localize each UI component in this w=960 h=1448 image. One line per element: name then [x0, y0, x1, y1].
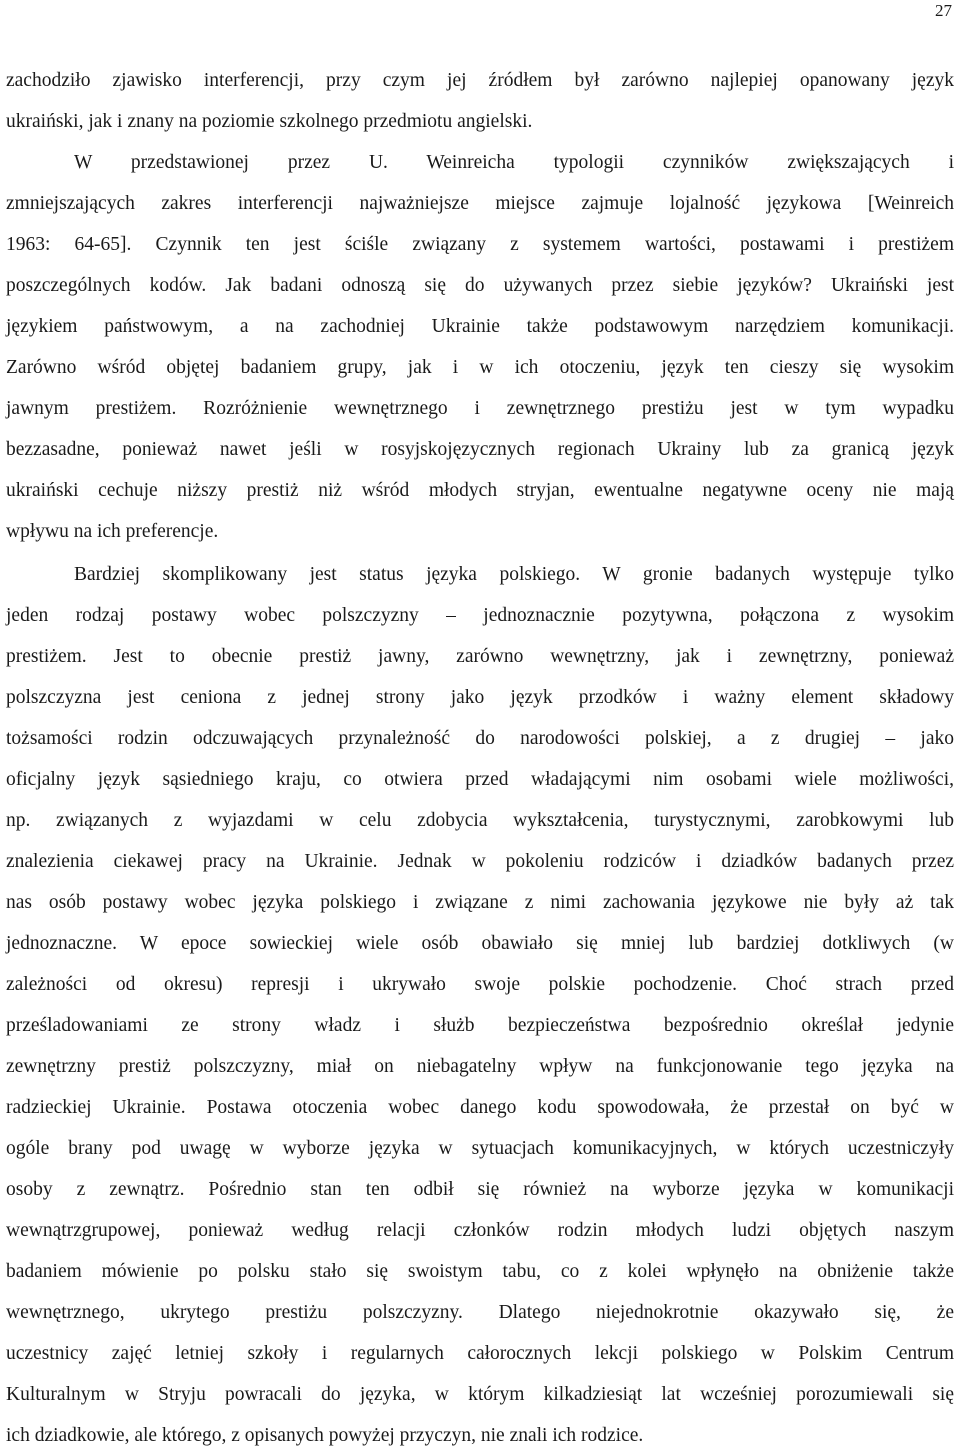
- text-line: ich dziadkowie, ale którego, z opisanych powyżej przyczyn, nie znali ich rodzice.: [6, 1425, 644, 1446]
- text-line: jawnym prestiżem. Rozróżnienie wewnętrznego i zewnętrznego prestiżu jest w tym wypadku: [6, 398, 954, 419]
- text-line: ukraiński cechuje niższy prestiż niż wśród młodych stryjan, ewentualne negatywne oceny nie mają: [6, 480, 954, 501]
- page-number: 27: [935, 1, 952, 20]
- text-line: 1963: 64-65]. Czynnik ten jest ściśle związany z systemem wartości, postawami i prestiżem: [6, 234, 954, 255]
- text-line: prestiżem. Jest to obecnie prestiż jawny, zarówno wewnętrzny, jak i zewnętrzny, ponieważ: [6, 646, 954, 667]
- text-line: polszczyzna jest ceniona z jednej strony jako język przodków i ważny element składowy: [6, 687, 954, 708]
- text-line: radzieckiej Ukrainie. Postawa otoczenia wobec danego kodu spowodowała, że przestał on być w: [6, 1097, 954, 1118]
- text-line: jeden rodzaj postawy wobec polszczyzny – jednoznacznie pozytywna, połączona z wysokim: [6, 605, 954, 626]
- text-line: prześladowaniami ze strony władz i służb bezpieczeństwa bezpośrednio określał jedynie: [6, 1015, 954, 1036]
- text-line: bezzasadne, ponieważ nawet jeśli w rosyjskojęzycznych regionach Ukrainy lub za granicą język: [6, 439, 954, 460]
- paragraph-start-line: W przedstawionej przez U. Weinreicha typologii czynników zwiększających i: [74, 152, 954, 173]
- text-line: oficjalny język sąsiedniego kraju, co otwiera przed władającymi nim osobami wiele możliwości,: [6, 769, 954, 790]
- text-line: nas osób postawy wobec języka polskiego i związane z nimi zachowania językowe nie były aż tak: [6, 892, 954, 913]
- text-line: wpływu na ich preferencje.: [6, 521, 219, 542]
- text-line: wewnętrznego, ukrytego prestiżu polszczyzny. Dlatego niejednokrotnie okazywało się, że: [6, 1302, 954, 1323]
- text-line: ogóle brany pod uwagę w wyborze języka w sytuacjach komunikacyjnych, w których uczestniczyły: [6, 1138, 954, 1159]
- text-line: np. związanych z wyjazdami w celu zdobycia wykształcenia, turystycznymi, zarobkowymi lub: [6, 810, 954, 831]
- text-line: badaniem mówienie po polsku stało się swoistym tabu, co z kolei wpłynęło na obniżenie także: [6, 1261, 954, 1282]
- paragraph-start-line: Bardziej skomplikowany jest status języka polskiego. W gronie badanych występuje tylko: [74, 564, 954, 585]
- text-line: jednoznaczne. W epoce sowieckiej wiele osób obawiało się mniej lub bardziej dotkliwych (w: [6, 933, 954, 954]
- text-line: osoby z zewnątrz. Pośrednio stan ten odbił się również na wyborze języka w komunikacji: [6, 1179, 954, 1200]
- text-line: znalezienia ciekawej pracy na Ukrainie. Jednak w pokoleniu rodziców i dziadków badanych przez: [6, 851, 954, 872]
- text-line: wewnątrzgrupowej, ponieważ według relacji członków rodzin młodych ludzi objętych naszym: [6, 1220, 954, 1241]
- text-line: poszczególnych kodów. Jak badani odnoszą się do używanych przez siebie języków? Ukraiński jest: [6, 275, 954, 296]
- text-line: tożsamości rodzin odczuwających przynależność do narodowości polskiej, a z drugiej – jako: [6, 728, 954, 749]
- text-line: zewnętrzny prestiż polszczyzny, miał on niebagatelny wpływ na funkcjonowanie tego języka na: [6, 1056, 954, 1077]
- text-line: Zarówno wśród objętej badaniem grupy, jak i w ich otoczeniu, język ten cieszy się wysokim: [6, 357, 954, 378]
- text-line: zależności od okresu) represji i ukrywało swoje polskie pochodzenie. Choć strach przed: [6, 974, 954, 995]
- text-line: zachodziło zjawisko interferencji, przy czym jej źródłem był zarówno najlepiej opanowany język: [6, 70, 954, 91]
- text-line: językiem państwowym, a na zachodniej Ukrainie także podstawowym narzędziem komunikacji.: [6, 316, 954, 337]
- text-line: ukraiński, jak i znany na poziomie szkolnego przedmiotu angielski.: [6, 111, 533, 132]
- text-line: uczestnicy zajęć letniej szkoły i regularnych całorocznych lekcji polskiego w Polskim Centrum: [6, 1343, 954, 1364]
- text-line: Kulturalnym w Stryju powracali do języka, w którym kilkadziesiąt lat wcześniej porozumiewali się: [6, 1384, 954, 1405]
- text-line: zmniejszających zakres interferencji najważniejsze miejsce zajmuje lojalność językowa [Weinreich: [6, 193, 954, 214]
